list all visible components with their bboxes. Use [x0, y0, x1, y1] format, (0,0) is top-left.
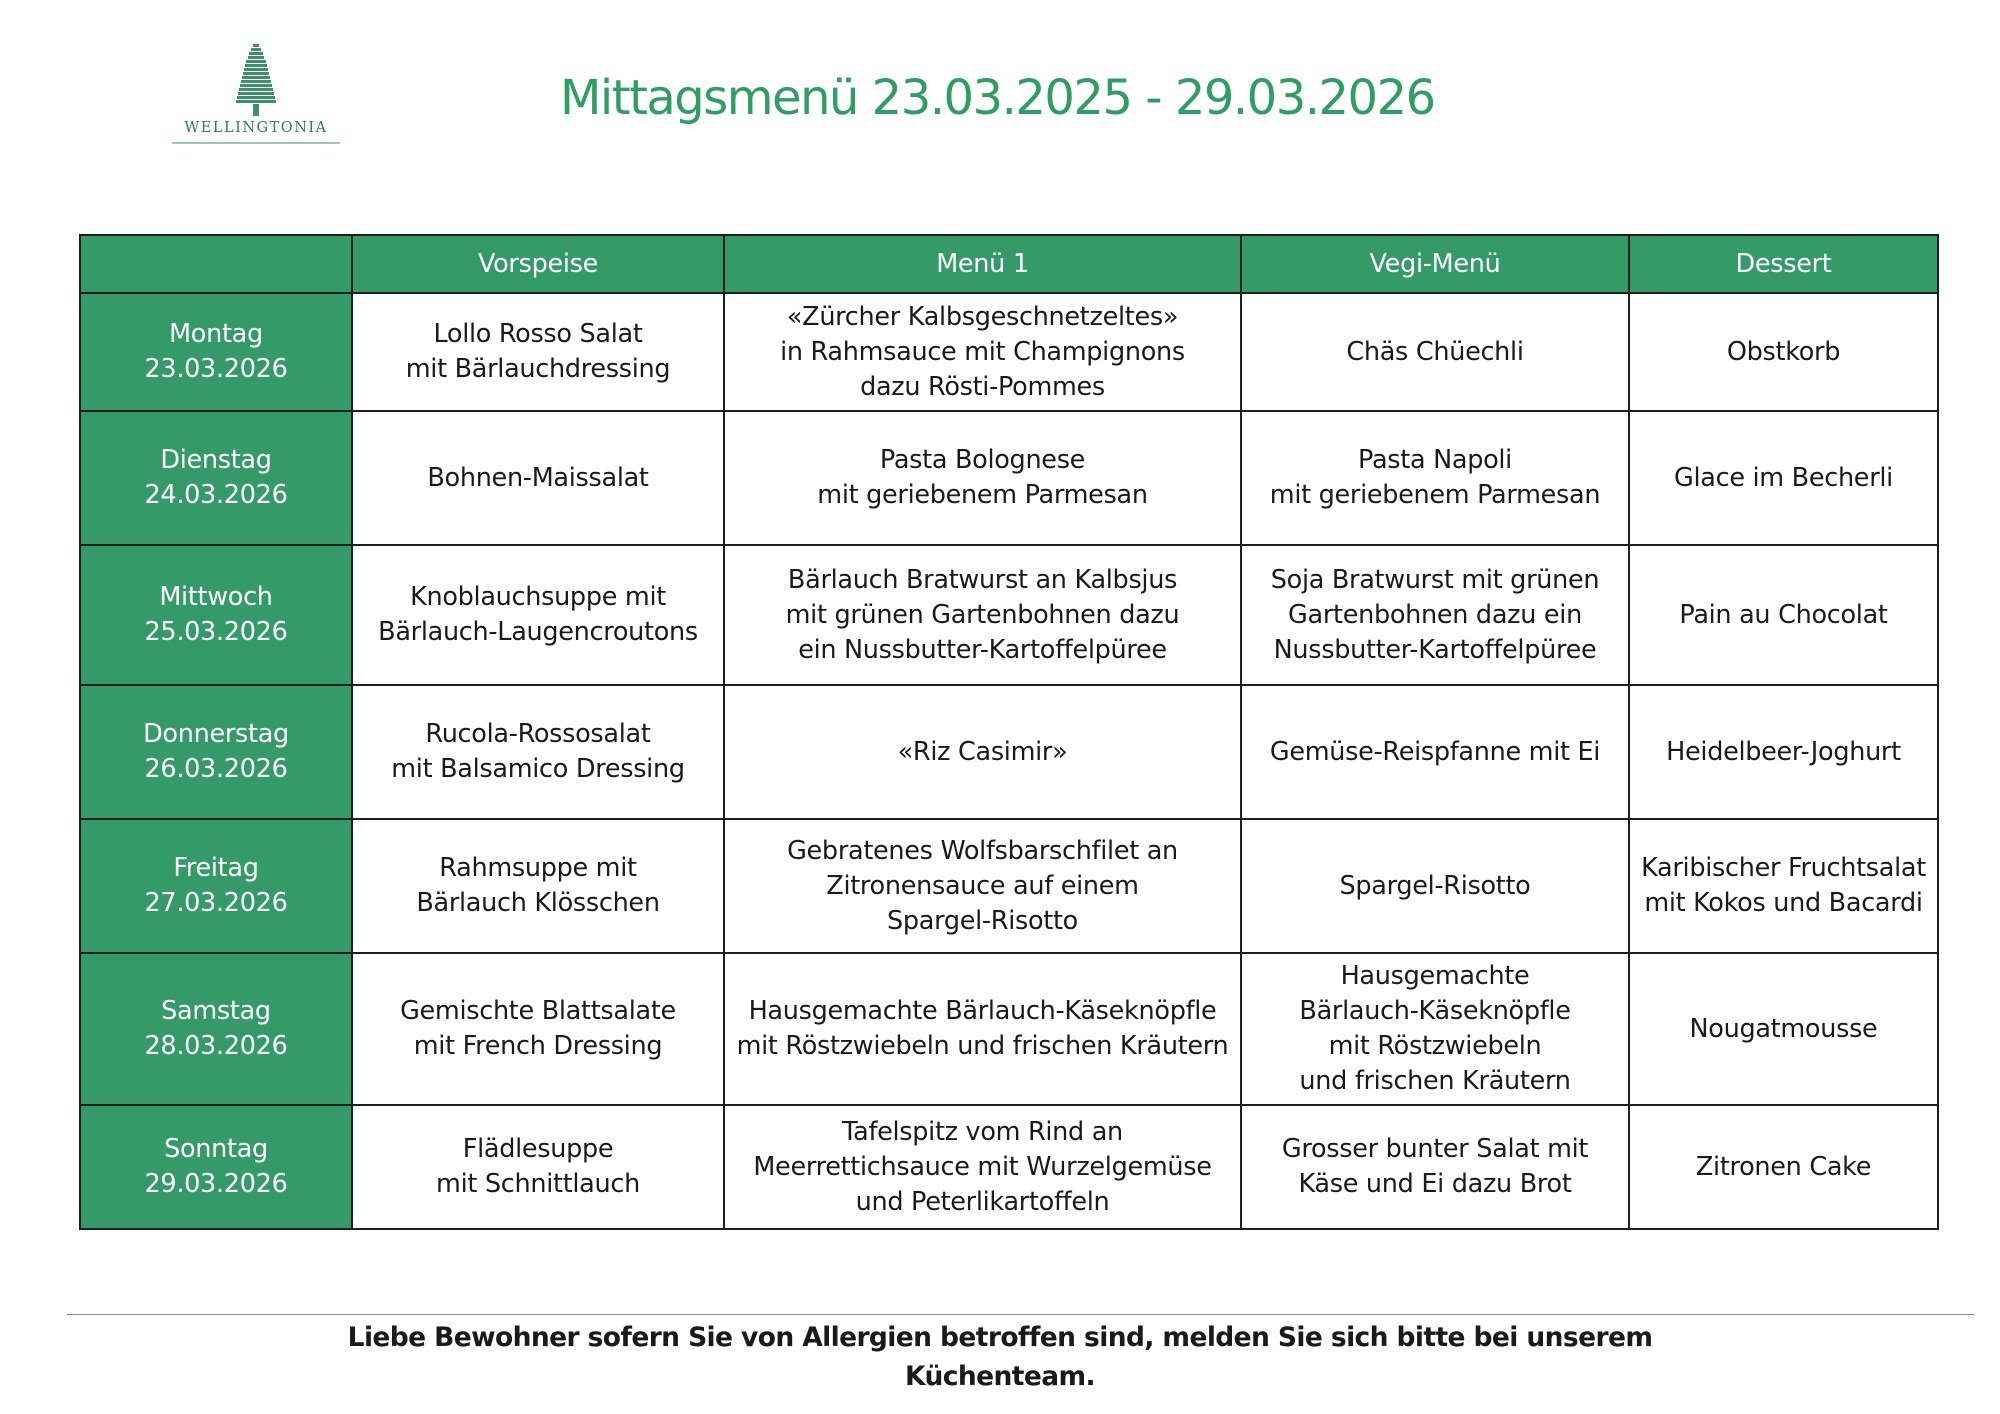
day-name: Mittwoch: [159, 582, 273, 612]
dish-line: Pasta Napoli: [1358, 445, 1512, 475]
allergy-notice-line: Küchenteam.: [905, 1361, 1095, 1392]
menu1-cell: [724, 953, 1241, 1105]
dish-line: dazu Rösti-Pommes: [860, 371, 1105, 402]
vorspeise-cell: [352, 545, 724, 685]
dish-line: Pasta Bolognese: [879, 445, 1086, 475]
day-cell: [80, 1105, 352, 1229]
dish-line: Pain au Chocolat: [1679, 599, 1888, 630]
tree-icon: [226, 42, 286, 118]
dessert-cell: [1629, 293, 1938, 411]
vorspeise-cell: [352, 685, 724, 819]
menu-table: [79, 234, 1939, 1230]
vegi-cell: [1241, 953, 1629, 1105]
day-name: Dienstag: [160, 445, 272, 475]
dessert-cell: [1629, 545, 1938, 685]
dish-line: Gebratenes Wolfsbarschfilet an: [787, 835, 1178, 866]
dish-line: Nougatmousse: [1689, 1013, 1878, 1044]
dish-line: Nussbutter-Kartoffelpüree: [1273, 634, 1597, 665]
footer-divider: [67, 1314, 1974, 1315]
table-row: [80, 819, 1938, 953]
menu1-cell: [724, 819, 1241, 953]
vorspeise-cell: [352, 411, 724, 545]
dish-line: Soja Bratwurst mit grünen: [1270, 564, 1600, 595]
day-date: 24.03.2026: [144, 480, 288, 510]
dish-line: Zitronen Cake: [1695, 1151, 1872, 1182]
day-date: 29.03.2026: [144, 1169, 288, 1199]
vegi-cell: [1241, 545, 1629, 685]
dish-line: mit geriebenem Parmesan: [1269, 480, 1601, 510]
day-cell: [80, 545, 352, 685]
day-name: Freitag: [173, 853, 259, 883]
table-row: [80, 411, 1938, 545]
header-menu1: Menü 1: [724, 235, 1241, 293]
dish-line: Hausgemachte: [1340, 961, 1530, 991]
day-date: 27.03.2026: [144, 888, 288, 918]
dish-line: ein Nussbutter-Kartoffelpüree: [798, 634, 1167, 665]
vorspeise-cell: [352, 1105, 724, 1229]
dish-line: mit Kokos und Bacardi: [1644, 888, 1923, 918]
dish-line: Grosser bunter Salat mit: [1281, 1134, 1589, 1164]
dish-line: mit French Dressing: [413, 1031, 663, 1061]
day-name: Samstag: [161, 996, 271, 1026]
day-name: Montag: [169, 319, 263, 349]
table-row: [80, 545, 1938, 685]
day-cell: [80, 685, 352, 819]
table-row: [80, 685, 1938, 819]
vegi-cell: [1241, 685, 1629, 819]
dish-line: Spargel-Risotto: [887, 905, 1078, 936]
menu1-cell: [724, 1105, 1241, 1229]
dish-line: Bärlauch Klösschen: [416, 888, 660, 918]
dish-line: Spargel-Risotto: [1339, 870, 1531, 901]
dish-line: Bärlauch-Laugencroutons: [378, 617, 698, 647]
dish-line: und Peterlikartoffeln: [855, 1186, 1110, 1217]
menu1-cell: [724, 411, 1241, 545]
header-vorspeise: Vorspeise: [352, 235, 724, 293]
day-cell: [80, 819, 352, 953]
dish-line: Zitronensauce auf einem: [826, 870, 1139, 901]
day-name: Sonntag: [164, 1134, 268, 1164]
logo: [172, 42, 340, 160]
dish-line: Heidelbeer-Joghurt: [1666, 736, 1901, 767]
dish-line: Karibischer Fruchtsalat: [1641, 853, 1926, 883]
day-date: 25.03.2026: [144, 617, 288, 647]
vorspeise-cell: [352, 819, 724, 953]
day-cell: [80, 953, 352, 1105]
header-vegi: Vegi-Menü: [1241, 235, 1629, 293]
dish-line: Obstkorb: [1726, 336, 1841, 367]
vorspeise-cell: [352, 953, 724, 1105]
dish-line: in Rahmsauce mit Champignons: [780, 336, 1185, 367]
header-dessert: Dessert: [1629, 235, 1938, 293]
day-date: 28.03.2026: [144, 1031, 288, 1061]
dish-line: «Zürcher Kalbsgeschnetzeltes»: [786, 301, 1179, 332]
dessert-cell: [1629, 411, 1938, 545]
dish-line: Rucola-Rossosalat: [425, 719, 651, 749]
vegi-cell: [1241, 293, 1629, 411]
dessert-cell: [1629, 819, 1938, 953]
day-cell: [80, 293, 352, 411]
table-row: [80, 293, 1938, 411]
dish-line: Knoblauchsuppe mit: [410, 582, 666, 612]
dish-line: Flädlesuppe: [462, 1134, 614, 1164]
table-row: [80, 953, 1938, 1105]
dish-line: mit Bärlauchdressing: [405, 354, 671, 384]
dish-line: mit grünen Gartenbohnen dazu: [785, 599, 1180, 630]
dessert-cell: [1629, 1105, 1938, 1229]
menu1-cell: [724, 545, 1241, 685]
dish-line: mit geriebenem Parmesan: [817, 480, 1148, 510]
dish-line: Bärlauch-Käseknöpfle: [1299, 996, 1571, 1026]
dish-line: Rahmsuppe mit: [439, 853, 637, 883]
dish-line: und frischen Kräutern: [1299, 1066, 1571, 1096]
dish-line: Meerrettichsauce mit Wurzelgemüse: [753, 1151, 1212, 1182]
dish-line: Gemüse-Reispfanne mit Ei: [1269, 736, 1601, 767]
header-row: [80, 235, 1938, 293]
dessert-cell: [1629, 953, 1938, 1105]
menu1-cell: [724, 685, 1241, 819]
dish-line: Lollo Rosso Salat: [433, 319, 643, 349]
dish-line: mit Schnittlauch: [436, 1169, 640, 1199]
day-date: 26.03.2026: [144, 754, 288, 784]
vegi-cell: [1241, 1105, 1629, 1229]
dish-line: «Riz Casimir»: [897, 736, 1068, 767]
dish-line: Gemischte Blattsalate: [400, 996, 676, 1026]
header-corner: [80, 235, 352, 293]
vegi-cell: [1241, 819, 1629, 953]
allergy-notice-line: Liebe Bewohner sofern Sie von Allergien betroffen sind, melden Sie sich bitte bei unserem: [347, 1322, 1653, 1353]
dish-line: Tafelspitz vom Rind an: [842, 1116, 1123, 1147]
day-name: Donnerstag: [143, 719, 289, 749]
logo-text: WELLINGTONIA: [184, 120, 328, 136]
table-row: [80, 1105, 1938, 1229]
dish-line: Bärlauch Bratwurst an Kalbsjus: [787, 564, 1178, 595]
dessert-cell: [1629, 685, 1938, 819]
dish-line: mit Röstzwiebeln: [1328, 1031, 1542, 1061]
day-cell: [80, 411, 352, 545]
dish-line: Hausgemachte Bärlauch-Käseknöpfle: [748, 996, 1217, 1026]
allergy-notice: [300, 1318, 1700, 1396]
dish-line: mit Röstzwiebeln und frischen Kräutern: [736, 1031, 1229, 1061]
vorspeise-cell: [352, 293, 724, 411]
dish-line: Bohnen-Maissalat: [427, 462, 649, 493]
vegi-cell: [1241, 411, 1629, 545]
dish-line: Glace im Becherli: [1674, 462, 1893, 493]
logo-underline: [172, 142, 340, 144]
dish-line: Gartenbohnen dazu ein: [1288, 599, 1582, 630]
day-date: 23.03.2026: [144, 354, 288, 384]
dish-line: mit Balsamico Dressing: [391, 754, 685, 784]
dish-line: Käse und Ei dazu Brot: [1298, 1169, 1572, 1199]
dish-line: Chäs Chüechli: [1346, 336, 1524, 367]
menu1-cell: [724, 293, 1241, 411]
page-title: Mittagsmenü 23.03.2025 - 29.03.2026: [560, 70, 1435, 126]
